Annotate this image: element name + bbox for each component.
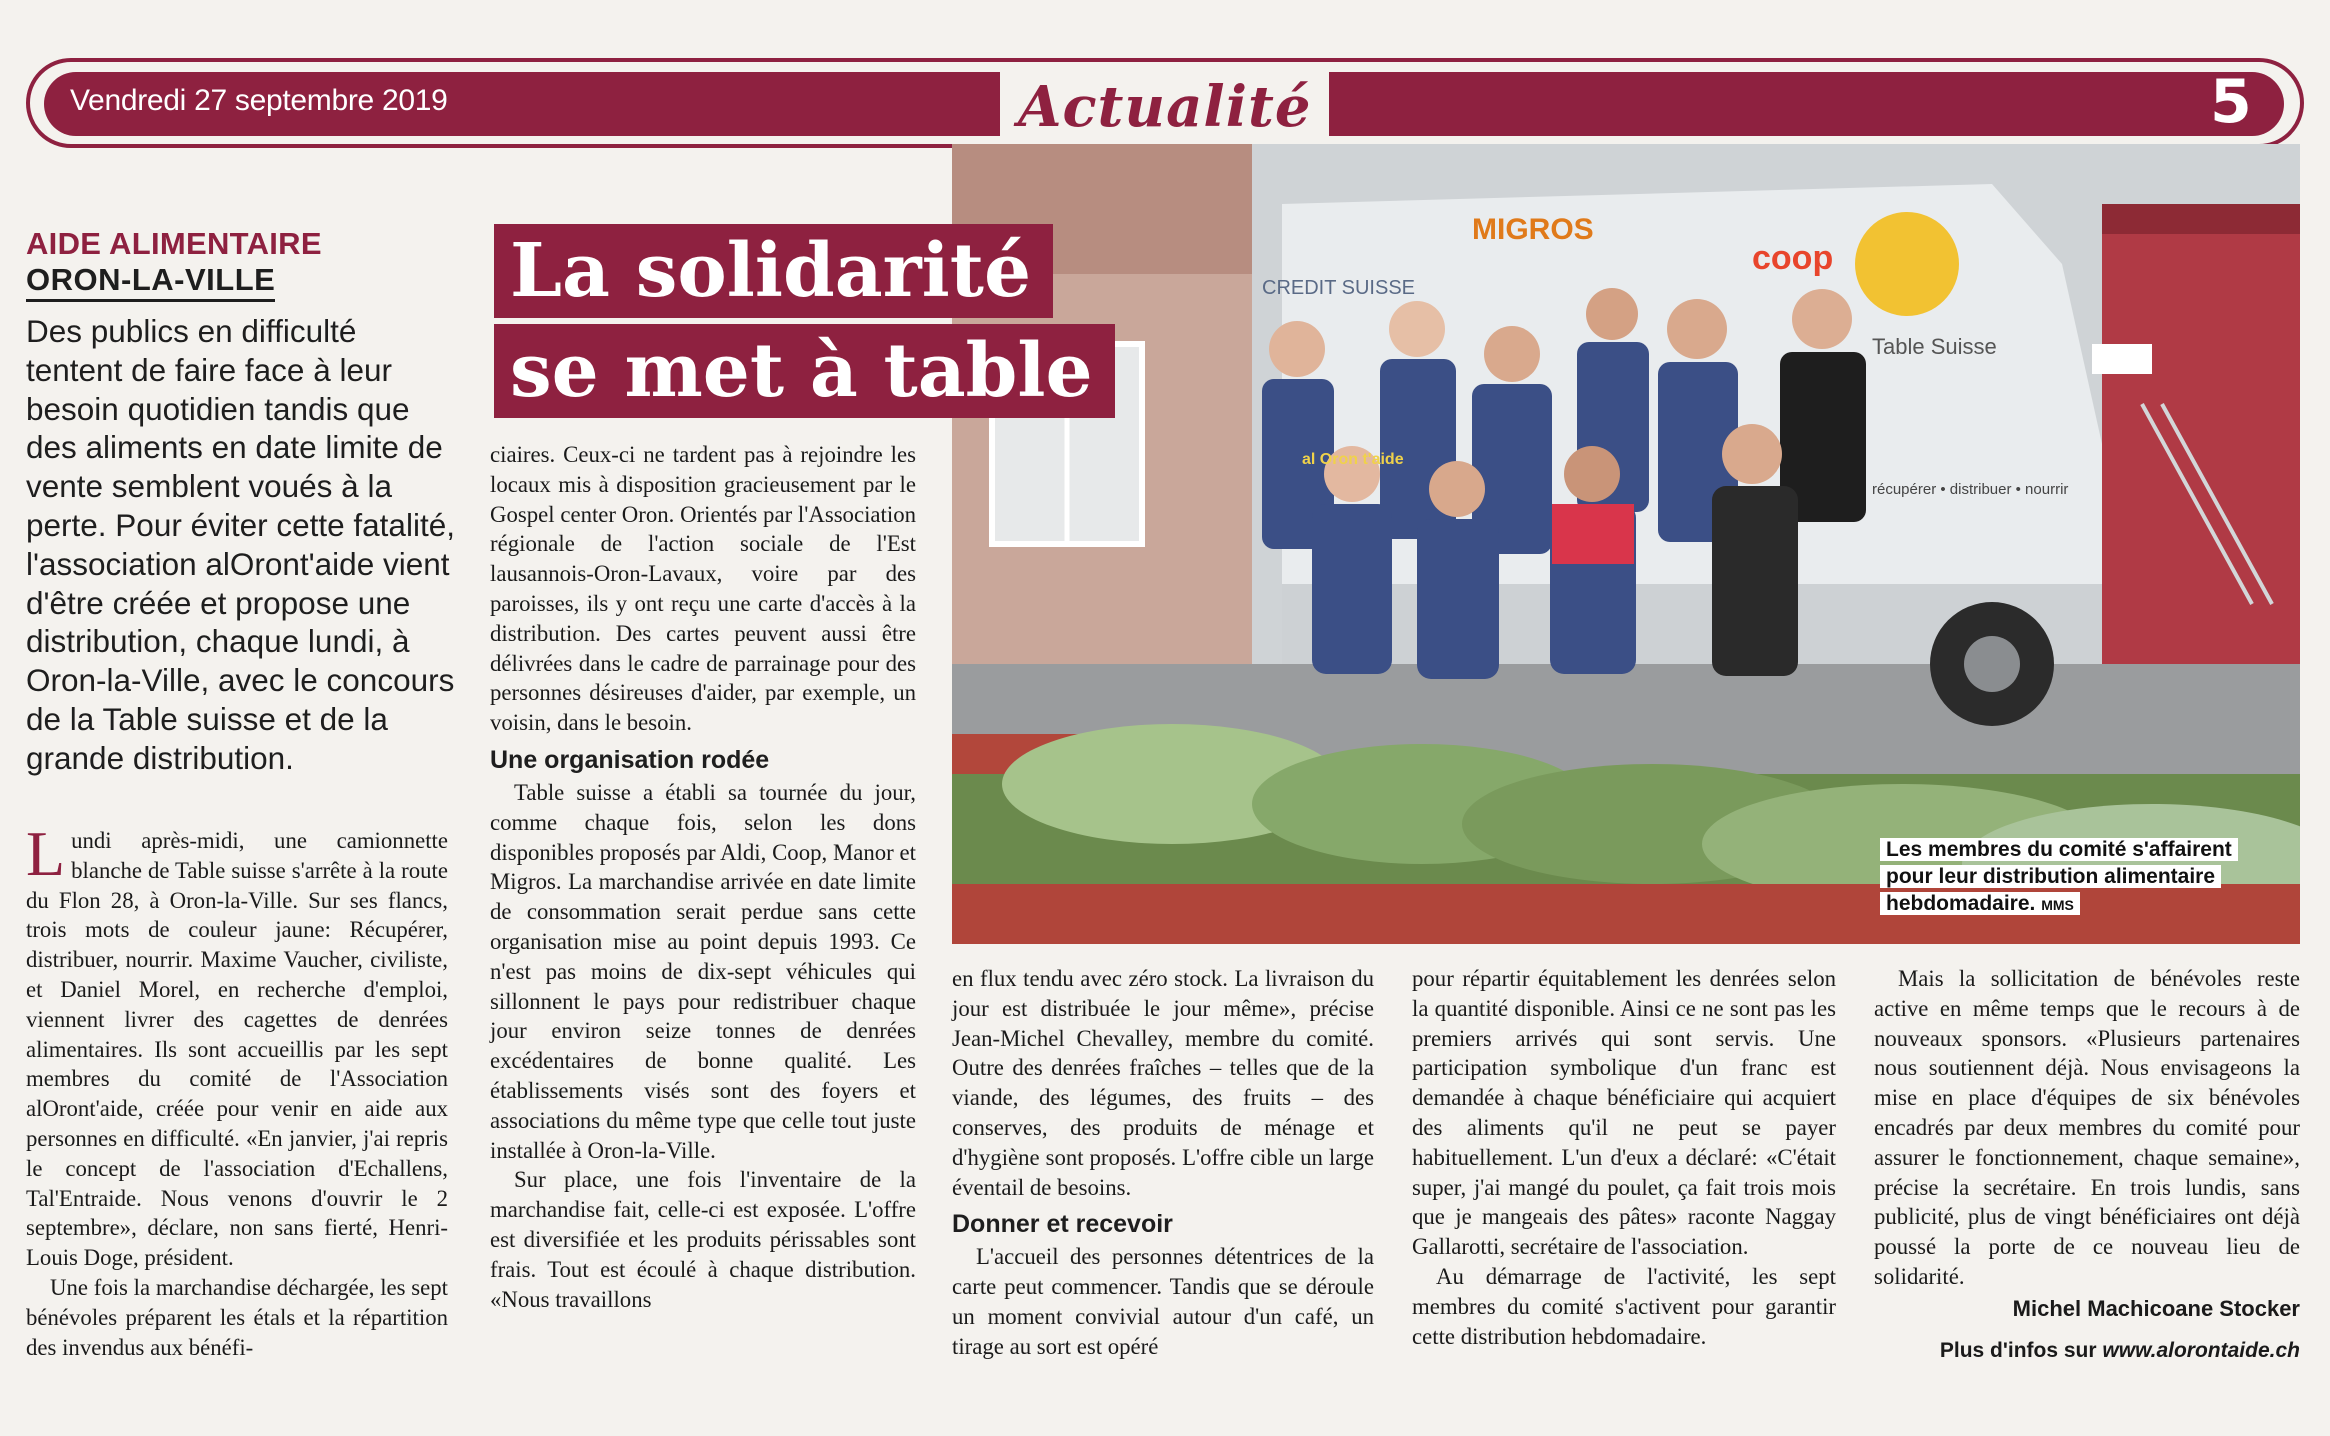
photo-illustration <box>952 144 2300 944</box>
col4-paragraph-2: Au démarrage de l'activité, les sept membres du comité s'activent pour garantir cette distribution hebdomadaire. <box>1412 1263 1836 1349</box>
column-2 <box>490 440 916 1314</box>
apron-logo: al Oron t'aide <box>1302 451 1404 468</box>
van-slogan: récupérer • distribuer • nourrir <box>1872 481 2069 498</box>
more-info <box>1874 1336 2300 1366</box>
page-number: 5 <box>2210 67 2252 137</box>
subhead-organisation: Une organisation rodée <box>490 745 770 774</box>
headline-line-1: La solidarité <box>494 224 1053 318</box>
group-photo <box>952 144 2300 944</box>
col1-paragraph-1: undi après-midi, une camionnette blanche de Table suisse s'arrête à la route du Flon 28, à Oron-la-Ville. Sur ses flancs, trois mots de couleur jaune: Récupérer, distribuer, nourrir. Maxime Vaucher, civiliste, et Daniel Morel, en recherche d'emploi, viennent livrer des cagettes de denrées alimentaires. Ils sont accueillis par les sept membres du comité de l'Association alOront'aide, créée pour venir en aide aux personnes en difficulté. «En janvier, j'ai repris le concept de l'association d'Echallens, Tal'Entraide. Nous venons d'ouvrir le 2 septembre», déclare, non sans fierté, Henri-Louis Doge, président. <box>26 828 448 1271</box>
column-4 <box>1412 964 1836 1351</box>
col3-paragraph-1: en flux tendu avec zéro stock. La livraison du jour est distribuée le jour même», précise Jean-Michel Chevalley, membre du comité. Outre des denrées fraîches – telles que de la viande, des légumes, des fruits – des conserves, des produits de ménage et d'hygiène sont proposés. L'offre cible un large éventail de besoins. <box>952 966 1374 1200</box>
col1-paragraph-2: Une fois la marchandise déchargée, les sept bénévoles préparent les étals et la répartition des invendus aux bénéfi- <box>26 1274 448 1360</box>
column-3 <box>952 964 1374 1362</box>
caption-line-3: hebdomadaire. <box>1886 892 2036 915</box>
kicker-topic: AIDE ALIMENTAIRE <box>26 226 322 261</box>
col2-paragraph-2: Table suisse a établi sa tournée du jour, comme chaque fois, selon les dons disponibles proposés par Aldi, Coop, Manor et Migros. La marchandise arrivée en date limite de consommation serait perdue sans cette organisation mise au point depuis 1993. Ce n'est pas moins de dix-sept véhicules qui sillonnent le pays pour redistribuer chaque jour environ seize tonnes de denrées excédentaires de bonne qualité. Les établissements visés sont des foyers et associations du même type que celle tout juste installée à Oron-la-Ville. <box>490 779 916 1163</box>
van-logo-credit-suisse: CREDIT SUISSE <box>1262 277 1415 299</box>
website-link[interactable]: www.alorontaide.ch <box>2102 1338 2300 1362</box>
table-suisse-logo <box>1855 212 1959 316</box>
headline <box>494 224 1144 418</box>
caption-line-2: pour leur distribution alimentaire <box>1880 865 2221 888</box>
photo-caption <box>1880 836 2300 919</box>
van-logo-table-suisse: Table Suisse <box>1872 334 1997 359</box>
article-lead: Des publics en difficulté tentent de faire face à leur besoin quotidien tandis que des aliments en date limite de vente semblent voués à la perte. Pour éviter cette fatalité, l'association alOront'aide vient d'être créée et propose une distribution, chaque lundi, à Oron-la-Ville, avec le concours de la Table suisse et de la grande distribution. <box>26 313 455 776</box>
col3-paragraph-2: L'accueil des personnes détentrices de la carte peut commencer. Tandis que se déroule un moment convivial autour d'un café, un tirage au sort est opéré <box>952 1244 1374 1359</box>
photo-credit: MMS <box>2041 897 2074 913</box>
van-logo-migros: MIGROS <box>1472 213 1594 246</box>
caption-line-1: Les membres du comité s'affairent <box>1880 838 2238 861</box>
headline-line-2: se met à table <box>494 324 1115 418</box>
drop-cap: L <box>26 818 66 889</box>
col5-paragraph-1: Mais la sollicitation de bénévoles reste active en même temps que le recours à de nouveaux sponsors. «Plusieurs partenaires nous soutiennent déjà. Nous envisageons la mise en place d'équipes de six bénévoles encadrés par deux membres du comité pour assurer le fonctionnement, chaque semaine», précise la secrétaire. En trois lundis, sans publicité, plus de vingt bénéficiaires ont déjà poussé la porte de ce nouveau lieu de solidarité. <box>1874 966 2300 1289</box>
column-1 <box>26 818 448 1362</box>
more-info-prefix: Plus d'infos sur <box>1939 1338 2097 1362</box>
col4-paragraph-1: pour répartir équitablement les denrées selon la quantité disponible. Ainsi ce ne sont pas les premiers arrivés qui sont servis. Une participation symbolique d'un franc est demandée à chaque bénéficiaire qui acquiert des aliments qu'il ne peut se payer habituellement. L'un d'eux a déclaré: «C'était super, j'ai mangé du poulet, ça fait trois mois que je mangeais des pâtes» raconte Naggay Gallarotti, secrétaire de l'association. <box>1412 966 1836 1260</box>
issue-date: Vendredi 27 septembre 2019 <box>70 84 448 117</box>
section-title: Actualité <box>1000 70 1329 144</box>
col2-paragraph-3: Sur place, une fois l'inventaire de la marchandise fait, celle-ci est exposée. L'offre est diversifiée et les produits périssables sont frais. Tout est écoulé à chaque distribution. «Nous travaillons <box>490 1167 916 1312</box>
col2-paragraph-1: ciaires. Ceux-ci ne tardent pas à rejoindre les locaux mis à disposition gracieusement par le Gospel center Oron. Orientés par l'Association régionale de l'action sociale de l'Est lausannois-Oron-Lavaux, voire par des paroisses, ils y ont reçu une carte d'accès à la distribution. Des cartes peuvent aussi être délivrées dans le cadre de parrainage pour des personnes désireuses d'aider, par exemple, un voisin, dans le besoin. <box>490 442 916 736</box>
kicker-place: ORON-LA-VILLE <box>26 262 275 302</box>
column-5 <box>1874 964 2300 1365</box>
subhead-donner: Donner et recevoir <box>952 1210 1173 1239</box>
author-signature: Michel Machicoane Stocker <box>2012 1295 2300 1321</box>
van-logo-coop: coop <box>1752 239 1834 277</box>
